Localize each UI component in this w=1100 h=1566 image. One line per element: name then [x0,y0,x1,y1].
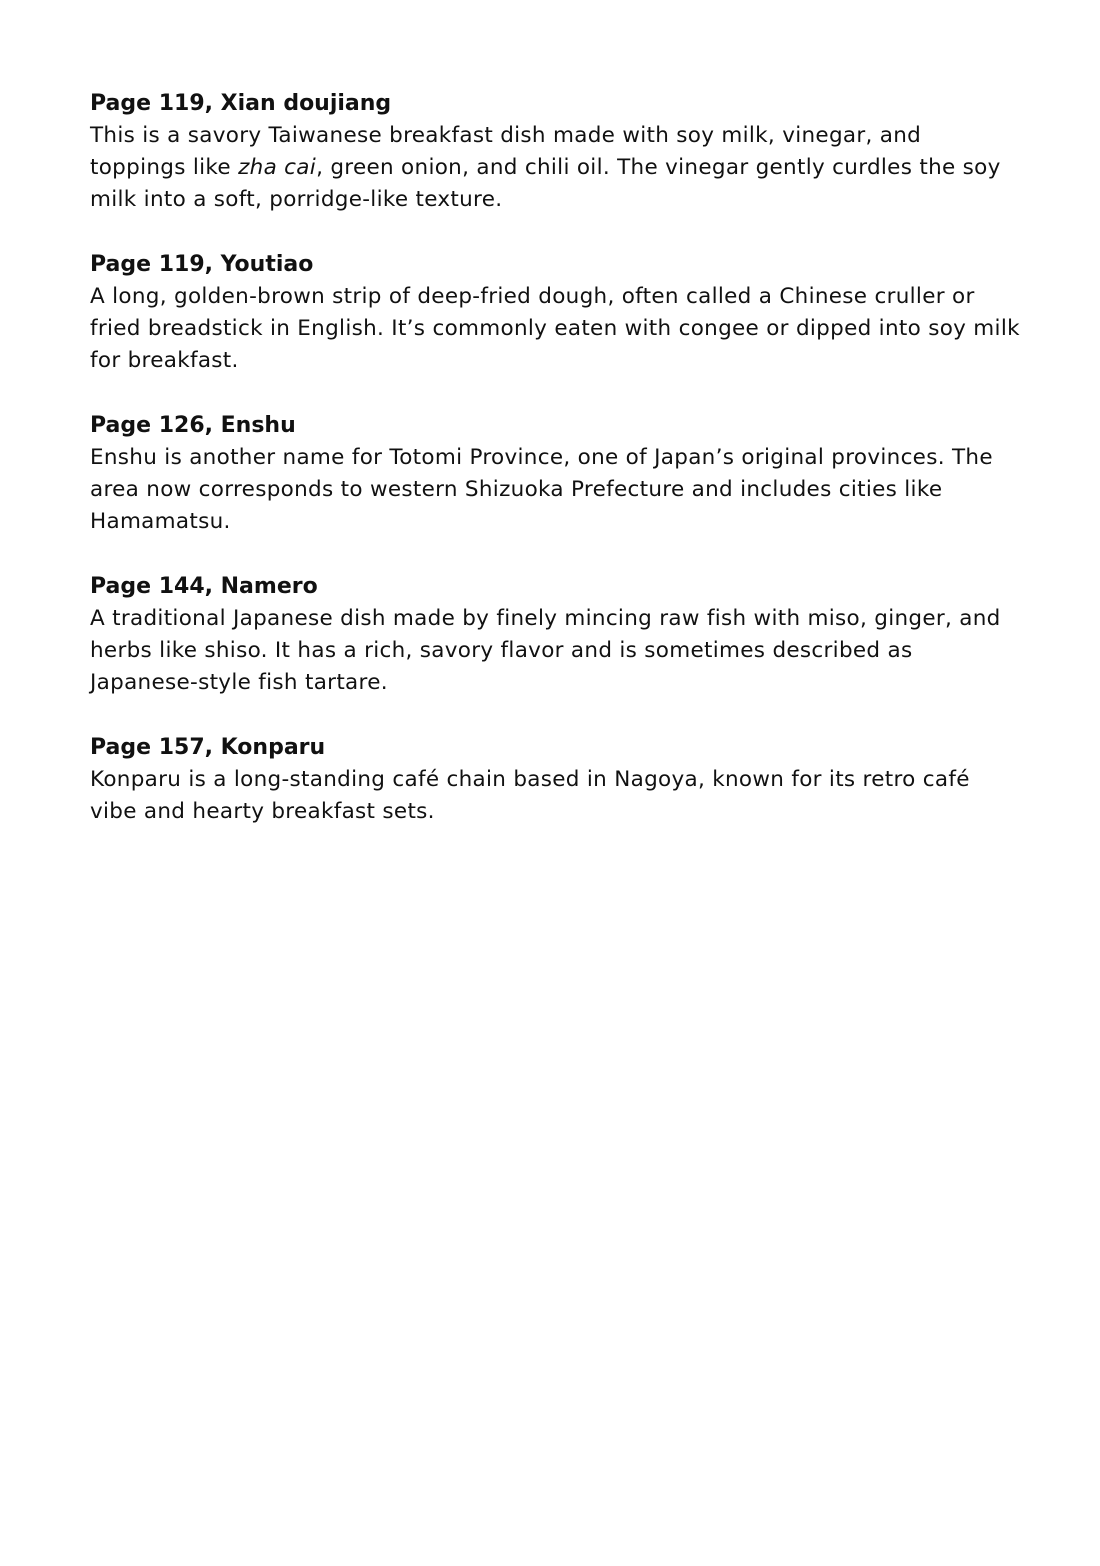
note-xian-doujiang [90,88,1020,216]
note-konparu [90,732,1020,828]
note-title: Page 119, Youtiao [90,252,314,277]
note-title: Page 119, Xian doujiang [90,91,392,116]
note-body-text: This is a savory Taiwanese breakfast dish made with soy milk, vinegar, and toppings like [90,123,922,180]
note-body: A traditional Japanese dish made by finely mincing raw fish with miso, ginger, and herbs like shiso. It has a rich, savory flavor and is sometimes described as Japanese-style fish tartare. [90,606,1001,695]
note-body-text: , green onion, and chili oil. The vinegar gently curdles the soy milk into a soft, porridge-like texture. [90,155,1001,212]
note-namero [90,571,1020,699]
note-title: Page 144, Namero [90,574,318,599]
note-body: Enshu is another name for Totomi Province, one of Japan’s original provinces. The area now corresponds to western Shizuoka Prefecture and includes cities like Hamamatsu. [90,445,993,534]
note-title: Page 157, Konparu [90,735,326,760]
note-enshu [90,410,1020,538]
note-body [90,120,1020,216]
glossary-page [90,88,1020,861]
note-youtiao [90,249,1020,377]
note-body-italic-term: zha cai [238,155,317,180]
note-title: Page 126, Enshu [90,413,296,438]
note-body: A long, golden-brown strip of deep-fried dough, often called a Chinese cruller or fried breadstick in English. It’s commonly eaten with congee or dipped into soy milk for breakfast. [90,284,1020,373]
note-body: Konparu is a long-standing café chain based in Nagoya, known for its retro café vibe and hearty breakfast sets. [90,767,970,824]
